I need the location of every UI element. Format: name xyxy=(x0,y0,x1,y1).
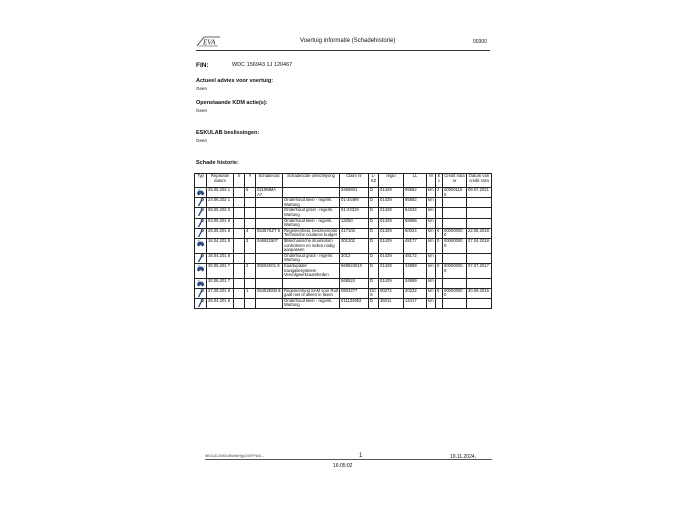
table-row xyxy=(195,298,492,308)
cell-om: Regeleenheid SAM voor Rull gaat niet of alleen in fasen xyxy=(284,288,338,298)
cell-lkz: D xyxy=(369,188,379,198)
cell-cn xyxy=(443,198,467,208)
cell-ll: 14417 xyxy=(404,298,427,308)
cell-cn xyxy=(443,253,467,263)
cell-n xyxy=(245,253,256,263)
cell-datum: 25.06.202 1 xyxy=(207,188,234,198)
cell-x xyxy=(234,263,245,278)
cell-e xyxy=(436,208,443,218)
cell-regio: 38411 xyxy=(379,298,404,308)
table-row xyxy=(195,278,492,288)
cell-regio: 01429 xyxy=(379,238,404,253)
cell-lkz: DC S xyxy=(369,288,379,298)
cell-datum: 30.06.201 7 xyxy=(207,263,234,278)
col-credit-datum: Datum van credit nota xyxy=(467,174,492,188)
cell-ll: 68686 xyxy=(404,218,427,228)
cell-dv xyxy=(467,278,492,288)
cell-ll: 48177 xyxy=(404,238,427,253)
table-row xyxy=(195,218,492,228)
row-type-cell xyxy=(195,253,207,263)
wrench-icon xyxy=(196,299,205,307)
cell-ll: 48172 xyxy=(404,253,427,263)
cell-m: km xyxy=(427,218,436,228)
car-icon xyxy=(196,239,205,247)
cell-cn: 00000000 0 xyxy=(443,263,467,278)
cell-sc: 08204X01 8 xyxy=(256,263,283,278)
cell-dv: 27.04.2018 xyxy=(467,238,492,253)
cell-claim: 13250 xyxy=(340,218,369,228)
cell-regio: 00272 xyxy=(379,288,404,298)
cell-sc: 046921507 xyxy=(256,238,283,253)
cell-m: km xyxy=(427,238,436,253)
cell-sc xyxy=(256,208,283,218)
page-number: 1 xyxy=(359,453,363,459)
cell-m: km xyxy=(427,263,436,278)
col-ec: E c xyxy=(436,174,443,188)
cell-claim: 3012 xyxy=(340,253,369,263)
cell-lkz: D xyxy=(369,278,379,288)
cell-om: Onderhoud klein - regelm. Wartung xyxy=(283,198,340,208)
table-row xyxy=(195,263,492,278)
cell-n xyxy=(245,198,256,208)
eva-logo xyxy=(196,35,222,48)
col-omschrijving: Schadecode omschrijving xyxy=(283,174,340,188)
cell-ll: 34889 xyxy=(404,278,427,288)
col-nr: # xyxy=(245,174,256,188)
cell-m: km xyxy=(427,298,436,308)
footer-time: 16:05:02 xyxy=(333,463,353,469)
cell-regio: 01429 xyxy=(379,228,404,238)
cell-om: Onderhoud klein - regelm. Wartung xyxy=(283,298,340,308)
fin-value: WDC 156943 1J 120467 xyxy=(232,62,293,68)
cell-x xyxy=(234,298,245,308)
cell-sc: 05452EEB 8 xyxy=(256,288,283,298)
cell-regio: 01429 xyxy=(379,208,404,218)
cell-cn: 00000115 6 xyxy=(443,188,467,198)
cell-lkz: D xyxy=(369,298,379,308)
cell-cn xyxy=(443,278,467,288)
cell-regio: 01429 xyxy=(379,218,404,228)
cell-regio: 01429 xyxy=(379,188,404,198)
col-lkz: L-KZ xyxy=(369,174,379,188)
cell-m: km xyxy=(427,253,436,263)
eva-logo-icon xyxy=(196,35,222,48)
row-type-cell xyxy=(195,298,207,308)
page-title: Voertuig informatie (Schadehistorie) xyxy=(300,38,396,44)
cell-x xyxy=(234,208,245,218)
cell-dv xyxy=(467,198,492,208)
cell-lkz: D xyxy=(369,208,379,218)
footer-date: 19.11.2024, xyxy=(450,454,477,460)
cell-e xyxy=(436,253,443,263)
cell-om: Onderhoud klein - regelm. Wartung xyxy=(283,218,340,228)
cell-datum: 27.09.201 6 xyxy=(207,288,234,298)
col-x: X xyxy=(234,174,245,188)
table-row xyxy=(195,188,492,198)
cell-dv xyxy=(467,208,492,218)
col-ll: LL xyxy=(404,174,427,188)
car-icon xyxy=(196,188,205,196)
cell-e: 0 xyxy=(436,228,443,238)
cell-datum: 25.05.201 8 xyxy=(207,228,234,238)
cell-claim: 01-23319 xyxy=(340,208,369,218)
cell-dv: 30.09.2016 xyxy=(467,288,492,298)
cell-n: 3 xyxy=(245,238,256,253)
cell-e: 2 xyxy=(436,188,443,198)
cell-lkz: D xyxy=(369,198,379,208)
table-header-row xyxy=(195,174,492,188)
cell-x xyxy=(234,253,245,263)
cell-cn xyxy=(443,298,467,308)
cell-n: 4 xyxy=(245,228,256,238)
cell-lkz: D xyxy=(369,263,379,278)
cell-m: km xyxy=(427,208,436,218)
logo-text: EVA xyxy=(203,38,216,47)
cell-ll: 20232 xyxy=(404,288,427,298)
wrench-icon xyxy=(196,229,205,237)
cell-m: km xyxy=(427,278,436,288)
row-type-cell xyxy=(195,198,207,208)
cell-m: km xyxy=(427,228,436,238)
cell-n: 2 xyxy=(245,263,256,278)
cell-regio: 01429 xyxy=(379,198,404,208)
cell-x xyxy=(234,228,245,238)
row-type-cell xyxy=(195,263,207,278)
cell-ll: 50024 xyxy=(404,228,427,238)
cell-datum: 24.06.202 1 xyxy=(207,198,234,208)
cell-sc xyxy=(256,218,283,228)
cell-n xyxy=(245,298,256,308)
cell-n: 1 xyxy=(245,288,256,298)
cell-om: Kaartupdate navigatiesysteem Vervolgwerkzaamheden xyxy=(283,263,340,278)
cell-om: Regeleenheid, benzinemotor Technische coulance budget xyxy=(284,228,338,238)
page-code: 00300 xyxy=(473,39,487,45)
cell-n xyxy=(245,208,256,218)
cell-dv: 07.07.2017 xyxy=(467,263,492,278)
cell-cn xyxy=(443,208,467,218)
wrench-icon xyxy=(196,198,205,206)
cell-dv xyxy=(467,298,492,308)
cell-datum: 03.05.201 9 xyxy=(207,218,234,228)
cell-ll: 95582 xyxy=(404,198,427,208)
advies-heading: Actueel advies voor voertuig: xyxy=(196,78,274,84)
col-m: M xyxy=(427,174,436,188)
cell-x xyxy=(234,218,245,228)
cell-e xyxy=(436,278,443,288)
cell-datum: 08.05.202 0 xyxy=(207,208,234,218)
car-icon xyxy=(196,264,205,272)
cell-sc xyxy=(256,253,283,263)
cell-claim: 01-34499 xyxy=(340,198,369,208)
cell-e xyxy=(436,198,443,208)
eskulab-heading: ESKULAB beslissingen: xyxy=(196,130,260,136)
table-row xyxy=(195,253,492,263)
cell-ll: 95582 xyxy=(404,188,427,198)
cell-om xyxy=(283,278,340,288)
historie-heading: Schade historie: xyxy=(196,160,239,166)
col-datum: Reparatie datum xyxy=(207,174,234,188)
cell-lkz: D xyxy=(369,218,379,228)
cell-x xyxy=(234,188,245,198)
cell-e: 0 xyxy=(436,238,443,253)
col-regio: regio xyxy=(379,174,404,188)
cell-sc: 0219MMA A7 xyxy=(256,188,283,198)
cell-cn: 00000000 0 xyxy=(443,228,467,238)
cell-m: km xyxy=(427,198,436,208)
row-type-cell xyxy=(195,218,207,228)
col-schadecode: Schadecod xyxy=(256,174,283,188)
table-row xyxy=(195,238,492,253)
cell-regio: 01429 xyxy=(379,253,404,263)
cell-sc xyxy=(256,198,283,208)
cell-claim: 0804277 xyxy=(340,288,369,298)
cell-x xyxy=(234,198,245,208)
cell-n xyxy=(245,278,256,288)
cell-om: Onderhoud groot - regelm. Wartung xyxy=(283,208,340,218)
cell-e: 0 xyxy=(436,263,443,278)
cell-n: 5 xyxy=(245,188,256,198)
row-type-cell xyxy=(195,278,207,288)
eskulab-value: Geen xyxy=(196,138,208,143)
fin-label: FIN: xyxy=(196,62,209,69)
cell-e: 0 xyxy=(436,288,443,298)
cell-sc xyxy=(256,298,283,308)
cell-claim: 3455601 xyxy=(340,188,369,198)
table-body xyxy=(195,188,492,309)
footer-divider xyxy=(205,459,492,460)
cell-cn: 00000000 0 xyxy=(443,238,467,253)
cell-x xyxy=(234,238,245,253)
cell-om: $Mechanische stuurkolom controleren en indien nodig aanpassen xyxy=(283,238,340,253)
table-row xyxy=(195,198,492,208)
cell-dv: 09.07.2021 xyxy=(467,188,492,198)
cell-sc xyxy=(256,278,283,288)
cell-cn: 00000000 0 xyxy=(443,288,467,298)
cell-claim: 569524 xyxy=(340,278,369,288)
cell-regio: 01429 xyxy=(379,278,404,288)
cell-ll: 34889 xyxy=(404,263,427,278)
wrench-icon xyxy=(196,254,205,262)
cell-sc: 05457SZT 8 xyxy=(256,228,283,238)
damage-history-table xyxy=(194,173,492,309)
row-type-cell xyxy=(195,188,207,198)
row-type-cell xyxy=(195,228,207,238)
wrench-icon xyxy=(196,289,205,297)
cell-claim: 417102 xyxy=(340,228,369,238)
cell-om xyxy=(283,188,340,198)
col-typ: Typ xyxy=(195,174,207,188)
cell-datum: 30.06.201 7 xyxy=(207,278,234,288)
cell-lkz: D xyxy=(369,238,379,253)
wrench-icon xyxy=(196,219,205,227)
table-row xyxy=(195,208,492,218)
cell-regio: 01429 xyxy=(379,263,404,278)
cell-e xyxy=(436,218,443,228)
cell-lkz: D xyxy=(369,228,379,238)
cell-x xyxy=(234,288,245,298)
kdm-value: Geen xyxy=(196,108,208,113)
cell-e xyxy=(436,298,443,308)
kdm-heading: Openstaande KDM actie(s): xyxy=(196,100,268,106)
page-header xyxy=(196,35,490,51)
car-icon xyxy=(196,279,205,287)
cell-dv: 22.06.2018 xyxy=(467,228,492,238)
cell-claim: 569524010 xyxy=(340,263,369,278)
footer-code: 5KGUZL3h5Dc8h45eHjgCNXFP6rA... xyxy=(205,454,264,458)
cell-n xyxy=(245,218,256,228)
cell-cn xyxy=(443,218,467,228)
cell-om: Onderhoud groot - regelm. Wartung xyxy=(283,253,340,263)
table-row xyxy=(195,288,492,298)
cell-m: km xyxy=(427,188,436,198)
cell-lkz: D xyxy=(369,253,379,263)
cell-claim: 301202 xyxy=(340,238,369,253)
cell-x xyxy=(234,278,245,288)
row-type-cell xyxy=(195,288,207,298)
cell-claim: 011134952 xyxy=(340,298,369,308)
cell-dv xyxy=(467,218,492,228)
advies-value: Geen xyxy=(196,86,208,91)
cell-m: km xyxy=(427,288,436,298)
cell-datum: 26.04.201 6 xyxy=(207,298,234,308)
cell-datum: 16.04.201 8 xyxy=(207,238,234,253)
table-row xyxy=(195,228,492,238)
wrench-icon xyxy=(196,208,205,216)
row-type-cell xyxy=(195,238,207,253)
cell-ll: 84234 xyxy=(404,208,427,218)
row-type-cell xyxy=(195,208,207,218)
col-credit-nr: Credit nota nr xyxy=(443,174,467,188)
cell-dv xyxy=(467,253,492,263)
col-claim: Claim nr xyxy=(340,174,369,188)
cell-datum: 16.04.201 8 xyxy=(207,253,234,263)
